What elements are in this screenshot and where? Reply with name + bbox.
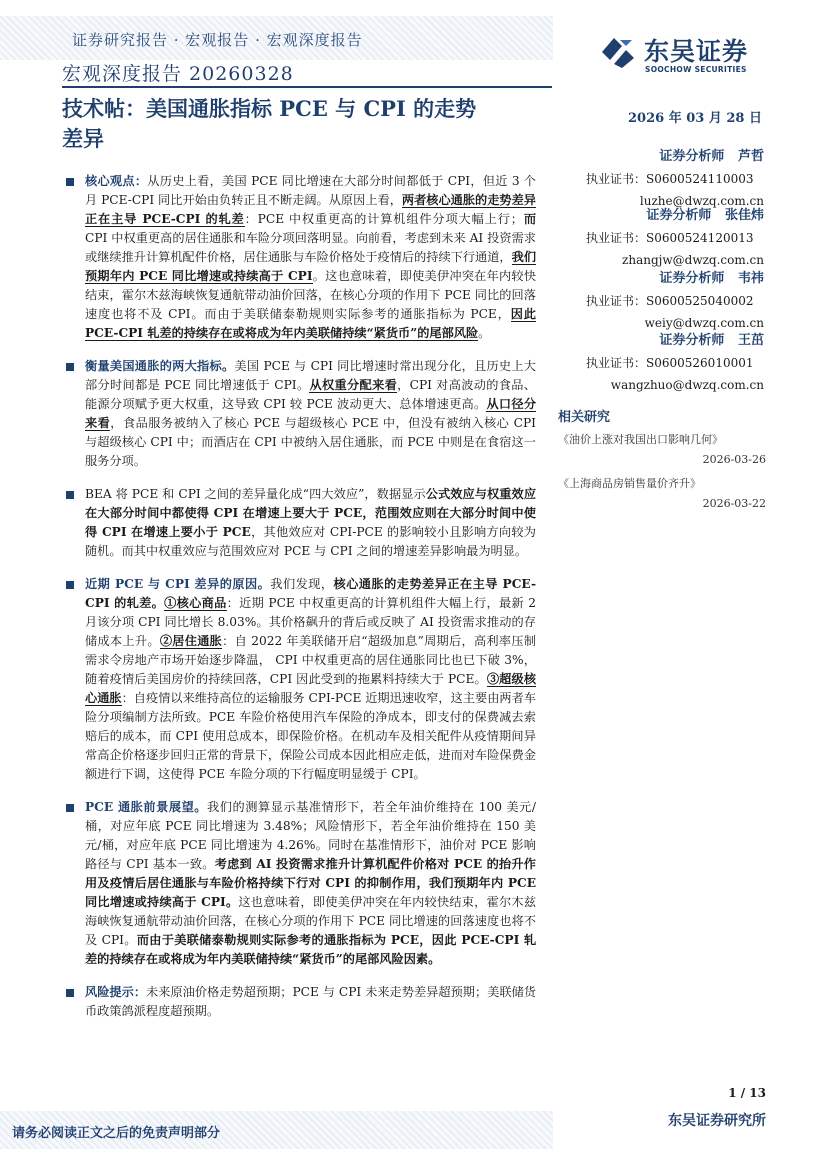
summary-bullet [66,575,536,784]
bullet-text: ：PCE 中权重更高的计算机组件分项大幅上行； [244,212,523,226]
report-type-label: 宏观深度报告 20260328 [62,63,294,85]
bullet-text: 核心通胀的走势差异正在主导 PCE-CPI 的轧差。 [85,577,536,610]
bullet-text: 。这也意味着，即使美伊冲突在年内较快结束，霍尔木兹海峡恢复通航带动油价回落，在核心分项的作用下 PCE 同比的回落速度也将不及 CPI。而由于美联储泰勒规则实际参考的通胀指标为 PCE， [85,269,537,321]
bullet-text: BEA 将 PCE 和 CPI 之间的差异量化成“四大效应”，数据显示 [85,487,426,501]
institute-name: 东吴证券研究所 [668,1113,766,1129]
header-divider [62,86,552,88]
analyst-block [572,268,764,334]
bullet-text: 从历史上看，美国 PCE 同比增速在大部分时间都低于 CPI，但近 3 个月 PCE-CPI 同比开始由负转正且不断走阔。从原因上看， [85,174,536,207]
summary-bullet [66,485,536,561]
bullet-text: ，CPI 对高波动的食品、能源分项赋予更大权重，这导致 CPI 较 PCE 波动更大、总体增速更高。 [85,378,536,411]
bullet-heading: 衡量美国通胀的两大指标。 [85,359,235,373]
analyst-license: 执业证书：S0600524110003 [586,172,754,186]
analyst-name-line: 证券分析师 张佳炜 [646,208,764,223]
company-logo [598,34,768,74]
summary-bullet [66,983,536,1021]
title-line-2: 差异 [62,126,104,151]
analyst-name-line: 证券分析师 韦祎 [659,271,764,286]
bullet-text: ：近期 PCE 中权重更高的计算机组件大幅上行，最新 2 月该分项 CPI 同比增长 8.03%。其价格飙升的背后或反映了 AI 投资需求推动的存储成本上升。 [85,596,536,648]
report-date: 2026 年 03 月 28 日 [628,111,762,126]
bullet-text: 我们的测算显示基准情形下，若全年油价维持在 100 美元/桶，对应年底 PCE 同比增速为 3.48%；风险情形下，若全年油价维持在 150 美元/桶，对应年底 PCE 同比增速为 4.26%。同时在基准情形下，油价对 PCE 影响路径与 CPI 基本一致。 [85,800,536,871]
bullet-text: 从口径分来看 [85,397,537,430]
analyst-block [572,146,764,212]
bullet-square-icon [66,491,74,499]
analyst-license: 执业证书：S0600526010001 [586,356,754,370]
bullet-text: ①核心商品 [164,596,227,610]
page-title [62,94,552,154]
bullet-square-icon [66,363,74,371]
bullet-text: 而 [522,212,537,226]
summary-content [66,172,536,1035]
related-item-date: 2026-03-26 [702,453,766,466]
bullet-square-icon [66,989,74,997]
bullet-text: 而由于美联储泰勒规则实际参考的通胀指标为 PCE，因此 PCE-CPI 轧差的持续存在或将成为年内美联储持续“紧货币”的尾部风险因素。 [85,933,537,966]
bullet-text: 未来原油价格走势超预期；PCE 与 CPI 未来走势差异超预期；美联储货币政策鸽派程度超预期。 [85,985,536,1018]
analyst-license: 执业证书：S0600524120013 [586,231,754,245]
logo-text-cn: 东吴证券 [644,37,749,66]
summary-bullet [66,357,536,471]
analyst-name-line: 证券分析师 芦哲 [659,149,764,164]
bullet-text: 公式效应与权重效应在大部分时间中都使得 CPI 在增速上要大于 PCE，范围效应则在大部分时间中使得 CPI 在增速上要小于 PCE [85,487,537,539]
analyst-license: 执业证书：S0600525040002 [586,294,754,308]
bullet-text: CPI 中权重更高的居住通胀和车险分项回落明显。向前看，考虑到未来 AI 投资需求或继续推升计算机配件价格，居住通胀与车险价格处于疫情后的持续下行通道， [85,231,536,264]
bullet-text: 我们发现， [270,577,334,591]
bullet-text: 。 [478,326,491,340]
analyst-email: wangzhuo@dwzq.com.cn [610,378,764,392]
summary-bullet [66,798,536,969]
related-heading: 相关研究 [558,410,611,425]
bullet-text: 这也意味着，即使美伊冲突在年内较快结束，霍尔木兹海峡恢复通航带动油价回落，在核心分项的作用下 PCE 同比增速的回落速度也将不及 CPI。 [85,895,537,947]
page-number: 1 / 13 [728,1086,766,1100]
bullet-text: ③超级核心通胀 [85,672,537,705]
analyst-block [572,205,764,271]
bullet-text: 我们预期年内 PCE 同比增速或持续高于 CPI [85,250,537,283]
analyst-email: weiy@dwzq.com.cn [644,316,764,330]
bullet-text: 美国 PCE 与 CPI 同比增速时常出现分化，且历史上大部分时间都是 PCE 同比增速低于 CPI。 [85,359,536,392]
related-item-link[interactable]: 《油价上涨对我国出口影响几何》 [558,433,723,446]
bullet-heading: PCE 通胀前景展望。 [85,800,208,814]
logo-mark-icon [598,34,638,70]
analyst-block [572,330,764,396]
bullet-text: ：自疫情以来维持高位的运输服务 CPI-PCE 近期迅速收窄，这主要由两者车险分项编制方法所致。PCE 车险价格使用汽车保险的净成本，即支付的保费减去索赔后的成本，而 CPI 使用总成本，即保险价格。在机动车及相关配件从疫情期间异常高企价格逐步回归正常的背景下，保险公司成本因此相应走低，进而对车险保费金额进行下调，这使得 PCE 车险分项的下行幅度明显缓于 CPI。 [85,691,537,781]
bullet-square-icon [66,581,74,589]
bullet-text: 考虑到 AI 投资需求推升计算机配件价格对 PCE 的抬升作用及疫情后居住通胀与车险价格持续下行对 CPI 的抑制作用，我们预期年内 PCE 同比增速或持续高于 CPI。 [85,857,536,909]
bullet-heading: 风险提示： [85,985,147,999]
analyst-email: zhangjw@dwzq.com.cn [622,253,764,267]
bullet-text: 因此 PCE-CPI 轧差的持续存在或将成为年内美联储持续“紧货币”的尾部风险 [85,307,536,340]
summary-bullet [66,172,536,343]
bullet-heading: 核心观点： [85,174,148,188]
bullet-text: ②居住通胀 [159,634,223,648]
analyst-email: luzhe@dwzq.com.cn [639,194,764,208]
bullet-heading: 近期 PCE 与 CPI 差异的原因。 [85,577,271,591]
related-item-date: 2026-03-22 [702,497,766,510]
analyst-name-line: 证券分析师 王茁 [659,333,764,348]
report-category: 证券研究报告 · 宏观报告 · 宏观深度报告 [72,31,363,49]
bullet-text: 两者核心通胀的走势差异正在主导 PCE-CPI 的轧差 [85,193,536,226]
bullet-text: 从权重分配来看 [309,378,398,392]
bullet-square-icon [66,804,74,812]
bullet-text: ，食品服务被纳入了核心 PCE 与超级核心 PCE 中，但没有被纳入核心 CPI 与超级核心 CPI 中；而酒店在 CPI 中被纳入居住通胀，而 PCE 中则是在食宿这一服务分项。 [85,416,536,468]
bullet-text: ：自 2022 年美联储开启“超级加息”周期后，高利率压制需求令房地产市场开始逐步降温， CPI 中权重更高的居住通胀同比也已下破 3%，随着疫情后美国房价的持续回落，CPI 因此受到的拖累料持续大于 PCE。 [85,634,537,686]
logo-text-en: SOOCHOW SECURITIES [645,65,747,74]
bullet-text: ，其他效应对 CPI-PCE 的影响较小且影响方向较为随机。而其中权重效应与范围效应对 PCE 与 CPI 之间的增速差异影响最为明显。 [85,525,536,558]
related-research [558,406,766,519]
related-item-link[interactable]: 《上海商品房销售量价齐升》 [558,477,701,490]
bullet-square-icon [66,178,74,186]
title-line-1: 技术帖：美国通胀指标 PCE 与 CPI 的走势 [62,96,477,121]
disclaimer-note: 请务必阅读正文之后的免责声明部分 [12,1126,221,1141]
